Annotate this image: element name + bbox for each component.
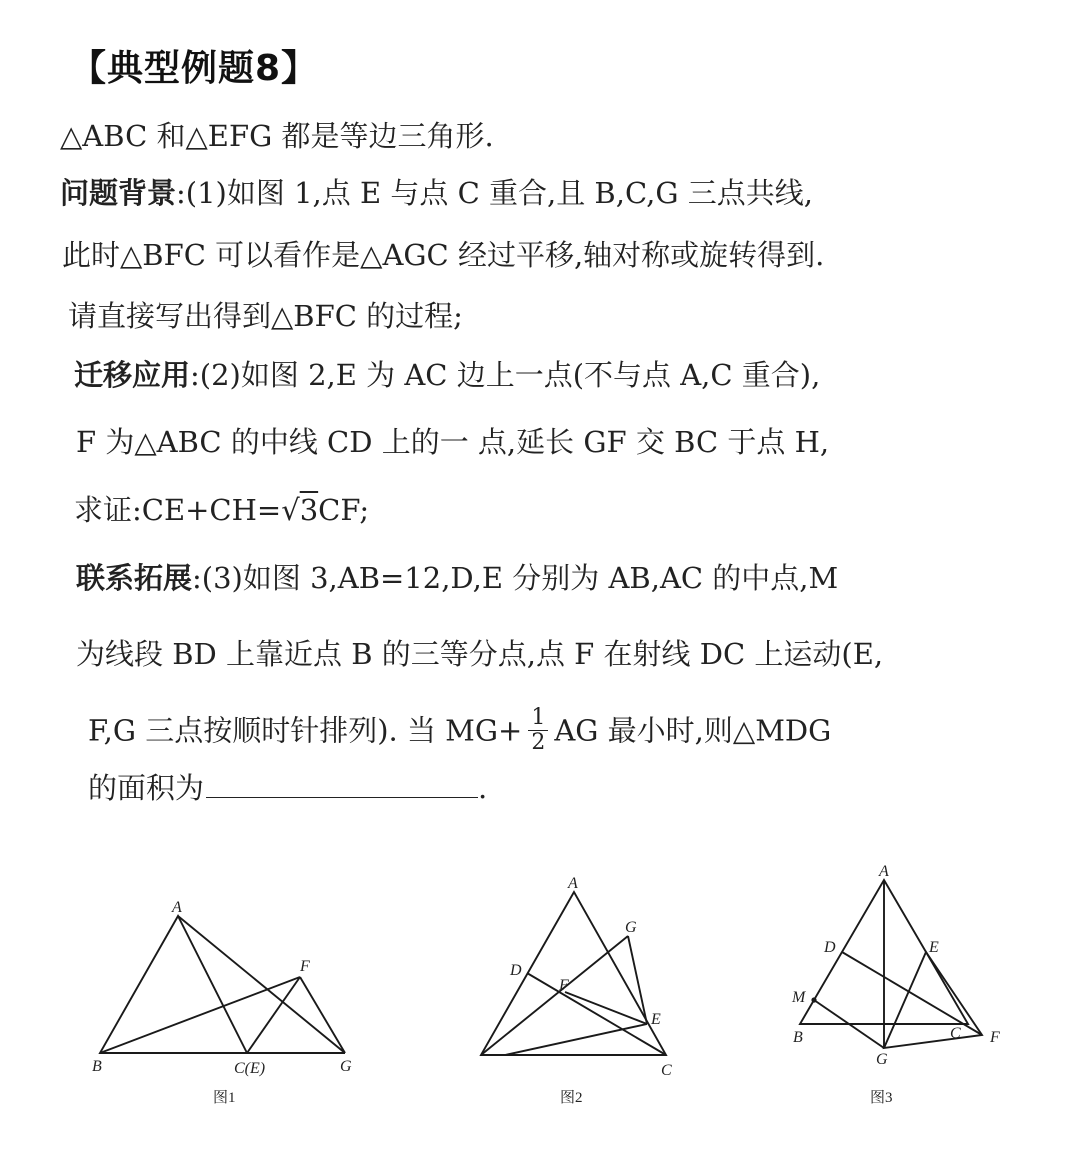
label-e-fig2: E bbox=[651, 1011, 661, 1028]
segment-ge-fig2 bbox=[628, 936, 647, 1024]
label-g-fig3: G bbox=[876, 1051, 888, 1068]
text-line-6: F 为△ABC 的中线 CD 上的一 点,延长 GF 交 BC 于点 H, bbox=[76, 425, 830, 459]
label-extension: 联系拓展 bbox=[76, 561, 193, 595]
label-transfer-application: 迁移应用 bbox=[74, 358, 191, 392]
text-line-11-body: 的面积为 bbox=[88, 771, 205, 805]
label-a-fig3: A bbox=[879, 863, 889, 880]
label-f-fig3: F bbox=[990, 1029, 1000, 1046]
point-m-fig3 bbox=[811, 997, 816, 1002]
label-d-fig2: D bbox=[510, 962, 522, 979]
label-m-fig3: M bbox=[792, 989, 806, 1006]
caption-fig3: 图3 bbox=[870, 1090, 893, 1106]
text-line-5-body: :(2)如图 2,E 为 AC 边上一点(不与点 A,C 重合), bbox=[190, 358, 821, 392]
caption-fig2: 图2 bbox=[560, 1090, 583, 1106]
text-line-8-body: :(3)如图 3,AB=12,D,E 分别为 AB,AC 的中点,M bbox=[192, 561, 839, 595]
text-line-4: 请直接写出得到△BFC 的过程; bbox=[68, 299, 463, 333]
figure-2 bbox=[481, 875, 672, 1106]
proof-statement: 求证:CE+CH=√ bbox=[74, 493, 300, 527]
label-problem-background: 问题背景 bbox=[60, 176, 177, 210]
segment-fc-fig1 bbox=[247, 977, 300, 1053]
label-c-fig2: C bbox=[661, 1062, 672, 1079]
label-c-fig1: C(E) bbox=[234, 1060, 266, 1077]
text-line-11-end: . bbox=[478, 771, 488, 805]
page-title: 【典型例题8】 bbox=[70, 48, 319, 89]
label-g-fig2: G bbox=[625, 919, 637, 936]
segment-gh-fig2 bbox=[481, 936, 628, 1055]
caption-fig1: 图1 bbox=[213, 1090, 236, 1106]
text-line-3: 此时△BFC 可以看作是△AGC 经过平移,轴对称或旋转得到. bbox=[62, 238, 825, 272]
label-f-fig1: F bbox=[300, 958, 310, 975]
triangle-abc-fig1 bbox=[100, 916, 247, 1053]
label-a-fig2: A bbox=[568, 875, 578, 892]
figure-3 bbox=[791, 863, 1000, 1106]
label-a-fig1: A bbox=[172, 899, 182, 916]
text-line-2-body: :(1)如图 1,点 E 与点 C 重合,且 B,C,G 三点共线, bbox=[176, 176, 813, 210]
label-b-fig1: B bbox=[92, 1058, 102, 1075]
fraction-numerator: 1 bbox=[528, 706, 548, 731]
label-b-fig3: B bbox=[793, 1029, 803, 1046]
segment-bf-fig1 bbox=[100, 977, 300, 1053]
label-f-fig2: F bbox=[559, 977, 569, 994]
sqrt-radicand: 3 bbox=[299, 493, 319, 527]
text-line-10-post: AG 最小时,则△MDG bbox=[554, 713, 832, 748]
segment-fg-fig1 bbox=[300, 977, 345, 1053]
triangle-abc-fig2 bbox=[481, 892, 666, 1055]
label-d-fig3: D bbox=[824, 939, 836, 956]
label-c-fig3: C bbox=[950, 1025, 961, 1042]
label-e-fig3: E bbox=[929, 939, 939, 956]
figure-1 bbox=[92, 899, 352, 1106]
proof-statement-end: CF; bbox=[318, 493, 370, 527]
ray-df-fig3 bbox=[842, 952, 982, 1035]
text-line-1: △ABC 和△EFG 都是等边三角形. bbox=[60, 119, 494, 153]
text-line-9: 为线段 BD 上靠近点 B 的三等分点,点 F 在射线 DC 上运动(E, bbox=[76, 637, 884, 671]
label-g-fig1: G bbox=[340, 1058, 352, 1075]
fraction-denominator: 2 bbox=[531, 730, 546, 755]
text-line-10-pre: F,G 三点按顺时针排列). 当 MG+ bbox=[88, 713, 523, 748]
segment-he-fig2 bbox=[505, 1024, 647, 1055]
triangle-efg-fig3 bbox=[884, 952, 982, 1048]
